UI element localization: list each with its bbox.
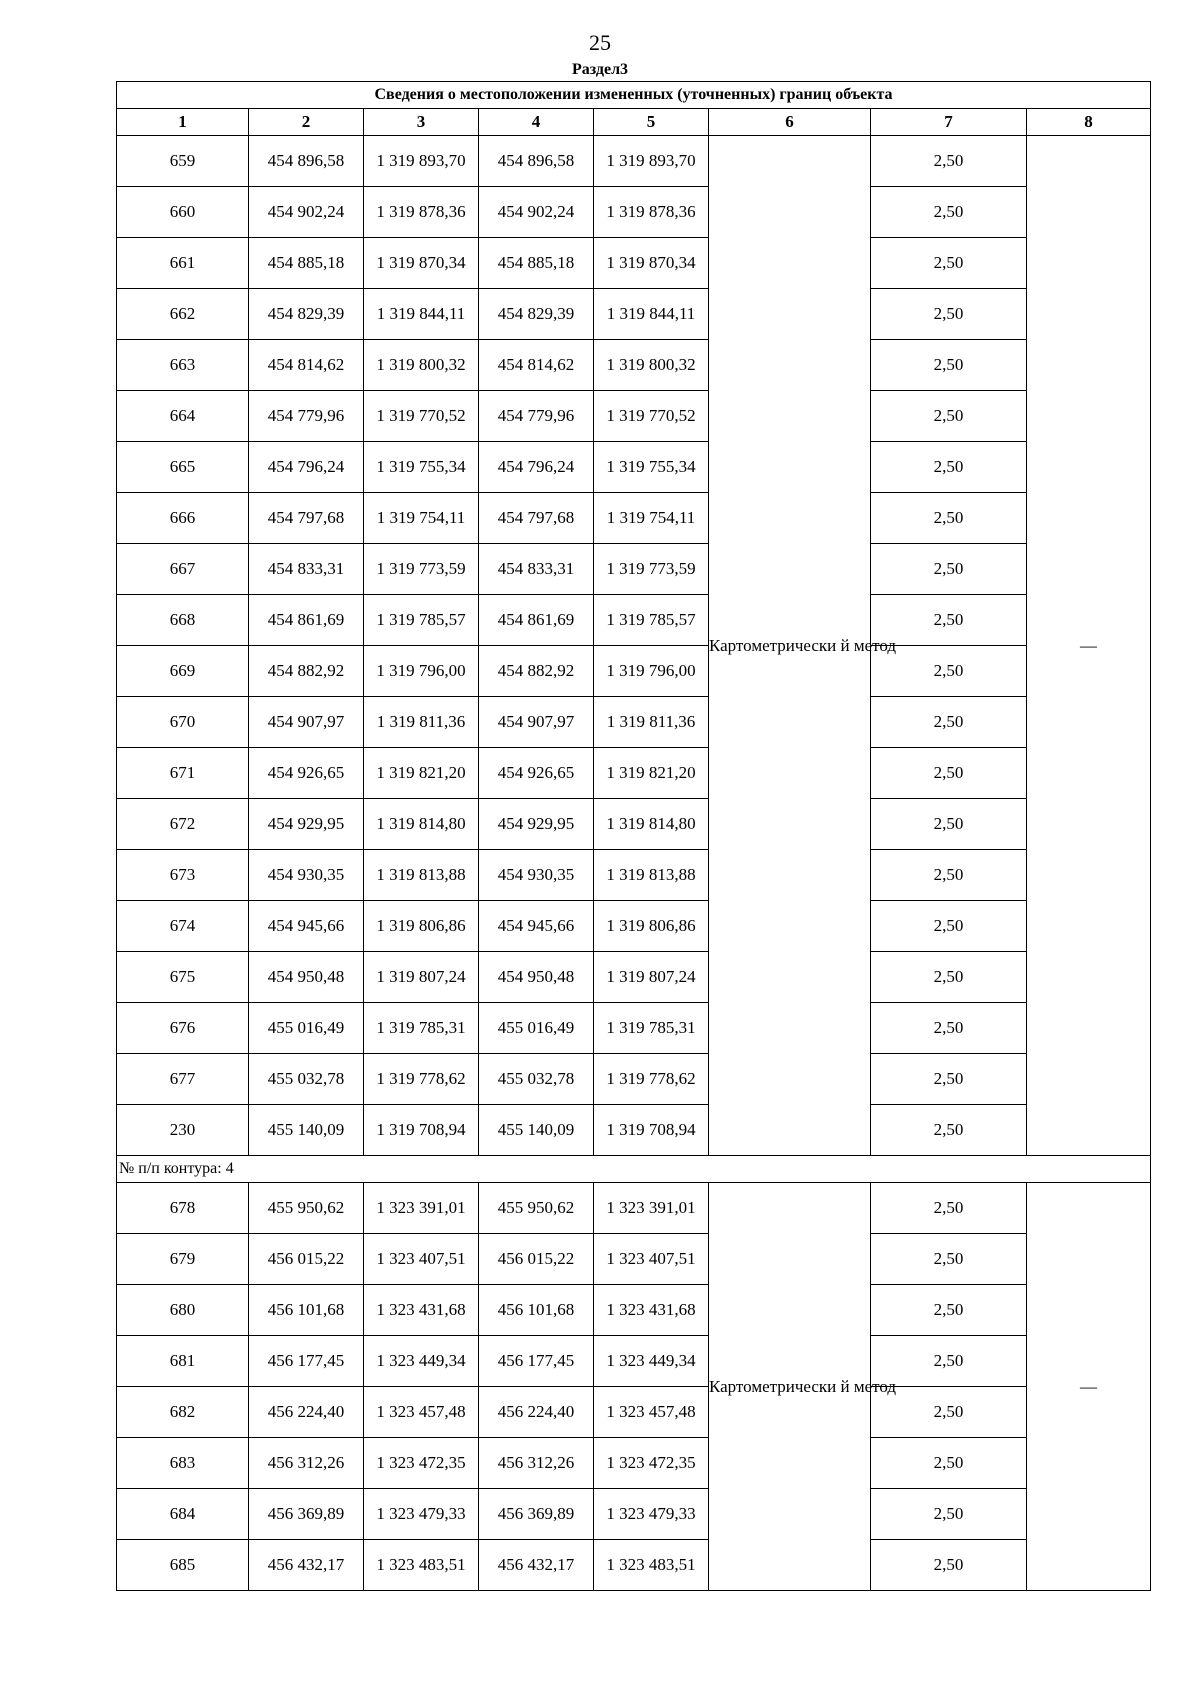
table-cell: 1 319 785,57 (364, 595, 479, 646)
table-row (117, 748, 1151, 799)
table-cell: 1 319 813,88 (364, 850, 479, 901)
table-row (117, 799, 1151, 850)
accuracy-cell: 2,50 (871, 748, 1027, 799)
table-cell: 671 (117, 748, 249, 799)
accuracy-cell: 2,50 (871, 340, 1027, 391)
accuracy-cell: 2,50 (871, 1438, 1027, 1489)
table-cell: 668 (117, 595, 249, 646)
column-header-row (117, 109, 1151, 136)
column-header: 3 (364, 109, 479, 136)
table-cell: 678 (117, 1183, 249, 1234)
table-cell: 454 929,95 (249, 799, 364, 850)
table-cell: 1 319 844,11 (594, 289, 709, 340)
table-cell: 454 882,92 (249, 646, 364, 697)
table-cell: 682 (117, 1387, 249, 1438)
table-cell: 1 319 813,88 (594, 850, 709, 901)
table-cell: 681 (117, 1336, 249, 1387)
table-cell: 1 323 472,35 (364, 1438, 479, 1489)
table-cell: 1 319 755,34 (594, 442, 709, 493)
table-cell: 455 032,78 (479, 1054, 594, 1105)
table-title-row (117, 82, 1151, 109)
table-row (117, 1438, 1151, 1489)
table-row (117, 1540, 1151, 1591)
table-row (117, 595, 1151, 646)
table-cell: 1 323 472,35 (594, 1438, 709, 1489)
table-cell: 1 319 807,24 (594, 952, 709, 1003)
table-cell: 670 (117, 697, 249, 748)
table-cell: 1 319 811,36 (594, 697, 709, 748)
table-cell: 454 896,58 (479, 136, 594, 187)
table-cell: 1 319 785,57 (594, 595, 709, 646)
table-cell: 1 319 785,31 (594, 1003, 709, 1054)
method-cell: Картометрически й метод (709, 136, 871, 1156)
table-row (117, 952, 1151, 1003)
table-cell: 454 945,66 (479, 901, 594, 952)
table-cell: 1 323 457,48 (594, 1387, 709, 1438)
table-cell: 454 896,58 (249, 136, 364, 187)
table-cell: 230 (117, 1105, 249, 1156)
table-row (117, 697, 1151, 748)
table-cell: 661 (117, 238, 249, 289)
accuracy-cell: 2,50 (871, 187, 1027, 238)
table-cell: 679 (117, 1234, 249, 1285)
table-cell: 667 (117, 544, 249, 595)
table-cell: 680 (117, 1285, 249, 1336)
table-cell: 456 312,26 (479, 1438, 594, 1489)
table-cell: 1 323 391,01 (594, 1183, 709, 1234)
table-cell: 454 930,35 (479, 850, 594, 901)
column-header: 8 (1027, 109, 1151, 136)
table-cell: 1 323 483,51 (594, 1540, 709, 1591)
table-cell: 454 950,48 (249, 952, 364, 1003)
table-cell: 454 779,96 (249, 391, 364, 442)
table-cell: 1 323 483,51 (364, 1540, 479, 1591)
table-cell: 455 016,49 (479, 1003, 594, 1054)
table-cell: 1 323 431,68 (594, 1285, 709, 1336)
table-cell: 1 319 770,52 (364, 391, 479, 442)
table-cell: 455 950,62 (479, 1183, 594, 1234)
accuracy-cell: 2,50 (871, 1285, 1027, 1336)
table-cell: 454 796,24 (479, 442, 594, 493)
table-row (117, 646, 1151, 697)
accuracy-cell: 2,50 (871, 697, 1027, 748)
table-cell: 454 814,62 (479, 340, 594, 391)
accuracy-cell: 2,50 (871, 1105, 1027, 1156)
table-cell: 456 432,17 (479, 1540, 594, 1591)
column-header: 7 (871, 109, 1027, 136)
table-cell: 1 319 806,86 (594, 901, 709, 952)
table-cell: 1 319 800,32 (594, 340, 709, 391)
table-cell: 1 319 870,34 (594, 238, 709, 289)
table-cell: 1 323 431,68 (364, 1285, 479, 1336)
table-cell: 1 319 770,52 (594, 391, 709, 442)
accuracy-cell: 2,50 (871, 1054, 1027, 1105)
table-cell: 683 (117, 1438, 249, 1489)
column-8-cell: — (1027, 136, 1151, 1156)
table-cell: 1 319 814,80 (594, 799, 709, 850)
accuracy-cell: 2,50 (871, 442, 1027, 493)
table-cell: 1 319 807,24 (364, 952, 479, 1003)
table-cell: 669 (117, 646, 249, 697)
table-row (117, 1285, 1151, 1336)
table-cell: 1 319 708,94 (364, 1105, 479, 1156)
table-cell: 454 861,69 (479, 595, 594, 646)
table-title: Сведения о местоположении измененных (уточненных) границ объекта (117, 82, 1151, 109)
table-cell: 1 319 870,34 (364, 238, 479, 289)
table-cell: 1 319 778,62 (364, 1054, 479, 1105)
column-header: 1 (117, 109, 249, 136)
table-cell: 454 797,68 (249, 493, 364, 544)
column-header: 2 (249, 109, 364, 136)
table-row (117, 187, 1151, 238)
table-cell: 454 833,31 (249, 544, 364, 595)
table-cell: 1 323 449,34 (594, 1336, 709, 1387)
table-cell: 1 319 796,00 (594, 646, 709, 697)
table-cell: 455 140,09 (249, 1105, 364, 1156)
accuracy-cell: 2,50 (871, 391, 1027, 442)
table-cell: 1 323 457,48 (364, 1387, 479, 1438)
table-cell: 674 (117, 901, 249, 952)
table-row (117, 544, 1151, 595)
accuracy-cell: 2,50 (871, 646, 1027, 697)
accuracy-cell: 2,50 (871, 1540, 1027, 1591)
method-cell: Картометрически й метод (709, 1183, 871, 1591)
table-row (117, 850, 1151, 901)
table-cell: 454 902,24 (479, 187, 594, 238)
accuracy-cell: 2,50 (871, 1489, 1027, 1540)
accuracy-cell: 2,50 (871, 901, 1027, 952)
table-cell: 673 (117, 850, 249, 901)
column-header: 5 (594, 109, 709, 136)
table-cell: 676 (117, 1003, 249, 1054)
table-cell: 1 319 708,94 (594, 1105, 709, 1156)
contour-label: № п/п контура: 4 (117, 1156, 1151, 1183)
table-cell: 1 323 449,34 (364, 1336, 479, 1387)
table-cell: 456 101,68 (479, 1285, 594, 1336)
table-cell: 1 319 893,70 (594, 136, 709, 187)
table-cell: 454 814,62 (249, 340, 364, 391)
table-cell: 663 (117, 340, 249, 391)
table-cell: 454 833,31 (479, 544, 594, 595)
column-header: 6 (709, 109, 871, 136)
table-cell: 1 319 755,34 (364, 442, 479, 493)
table-cell: 454 930,35 (249, 850, 364, 901)
accuracy-cell: 2,50 (871, 493, 1027, 544)
table-cell: 456 101,68 (249, 1285, 364, 1336)
table-row (117, 289, 1151, 340)
table-row (117, 391, 1151, 442)
table-row (117, 1105, 1151, 1156)
table-cell: 454 882,92 (479, 646, 594, 697)
table-cell: 454 829,39 (479, 289, 594, 340)
column-8-cell: — (1027, 1183, 1151, 1591)
accuracy-cell: 2,50 (871, 544, 1027, 595)
table-cell: 454 829,39 (249, 289, 364, 340)
table-cell: 662 (117, 289, 249, 340)
table-cell: 1 323 407,51 (364, 1234, 479, 1285)
table-cell: 685 (117, 1540, 249, 1591)
accuracy-cell: 2,50 (871, 850, 1027, 901)
table-cell: 456 432,17 (249, 1540, 364, 1591)
table-row (117, 1054, 1151, 1105)
table-row (117, 901, 1151, 952)
table-cell: 456 369,89 (479, 1489, 594, 1540)
accuracy-cell: 2,50 (871, 1387, 1027, 1438)
table-cell: 1 323 479,33 (364, 1489, 479, 1540)
table-cell: 455 950,62 (249, 1183, 364, 1234)
table-cell: 1 319 773,59 (594, 544, 709, 595)
table-cell: 1 319 754,11 (594, 493, 709, 544)
table-cell: 1 323 407,51 (594, 1234, 709, 1285)
table-row (117, 1387, 1151, 1438)
table-cell: 1 319 844,11 (364, 289, 479, 340)
table-row (117, 1489, 1151, 1540)
table-cell: 664 (117, 391, 249, 442)
accuracy-cell: 2,50 (871, 1003, 1027, 1054)
table-cell: 666 (117, 493, 249, 544)
table-cell: 454 861,69 (249, 595, 364, 646)
table-cell: 1 319 821,20 (364, 748, 479, 799)
accuracy-cell: 2,50 (871, 136, 1027, 187)
table-cell: 659 (117, 136, 249, 187)
table-row (117, 340, 1151, 391)
column-header: 4 (479, 109, 594, 136)
contour-row (117, 1156, 1151, 1183)
table-cell: 456 224,40 (249, 1387, 364, 1438)
table-cell: 456 177,45 (249, 1336, 364, 1387)
table-cell: 665 (117, 442, 249, 493)
table-cell: 454 907,97 (479, 697, 594, 748)
table-cell: 1 319 811,36 (364, 697, 479, 748)
accuracy-cell: 2,50 (871, 595, 1027, 646)
table-cell: 1 319 814,80 (364, 799, 479, 850)
table-cell: 456 177,45 (479, 1336, 594, 1387)
table-cell: 456 369,89 (249, 1489, 364, 1540)
accuracy-cell: 2,50 (871, 952, 1027, 1003)
table-cell: 1 319 878,36 (364, 187, 479, 238)
table-cell: 454 945,66 (249, 901, 364, 952)
table-cell: 1 319 796,00 (364, 646, 479, 697)
table-cell: 456 224,40 (479, 1387, 594, 1438)
table-cell: 1 319 806,86 (364, 901, 479, 952)
page-number: 25 (589, 30, 611, 55)
table-cell: 675 (117, 952, 249, 1003)
table-row (117, 1183, 1151, 1234)
table-cell: 1 319 778,62 (594, 1054, 709, 1105)
table-cell: 455 016,49 (249, 1003, 364, 1054)
accuracy-cell: 2,50 (871, 238, 1027, 289)
table-body (117, 136, 1151, 1591)
table-cell: 455 140,09 (479, 1105, 594, 1156)
table-cell: 1 319 754,11 (364, 493, 479, 544)
table-row (117, 1336, 1151, 1387)
accuracy-cell: 2,50 (871, 1183, 1027, 1234)
table-cell: 1 319 893,70 (364, 136, 479, 187)
table-row (117, 442, 1151, 493)
table-cell: 1 319 773,59 (364, 544, 479, 595)
table-cell: 454 929,95 (479, 799, 594, 850)
table-cell: 454 950,48 (479, 952, 594, 1003)
table-cell: 672 (117, 799, 249, 850)
table-cell: 454 885,18 (249, 238, 364, 289)
table-cell: 454 797,68 (479, 493, 594, 544)
table-cell: 454 907,97 (249, 697, 364, 748)
table-cell: 1 319 878,36 (594, 187, 709, 238)
accuracy-cell: 2,50 (871, 1336, 1027, 1387)
table-cell: 1 319 785,31 (364, 1003, 479, 1054)
table-cell: 1 323 479,33 (594, 1489, 709, 1540)
table-cell: 454 902,24 (249, 187, 364, 238)
accuracy-cell: 2,50 (871, 799, 1027, 850)
table-cell: 454 926,65 (249, 748, 364, 799)
table-cell: 684 (117, 1489, 249, 1540)
table-row (117, 493, 1151, 544)
table-cell: 456 015,22 (249, 1234, 364, 1285)
table-cell: 660 (117, 187, 249, 238)
table-cell: 454 926,65 (479, 748, 594, 799)
table-cell: 1 323 391,01 (364, 1183, 479, 1234)
section-label: Раздел3 (571, 61, 629, 78)
table-cell: 454 796,24 (249, 442, 364, 493)
table-cell: 454 885,18 (479, 238, 594, 289)
boundary-table (116, 81, 1151, 1591)
table-row (117, 136, 1151, 187)
table-cell: 456 015,22 (479, 1234, 594, 1285)
table-row (117, 1234, 1151, 1285)
table-cell: 1 319 821,20 (594, 748, 709, 799)
accuracy-cell: 2,50 (871, 1234, 1027, 1285)
table-cell: 454 779,96 (479, 391, 594, 442)
table-cell: 455 032,78 (249, 1054, 364, 1105)
table-cell: 677 (117, 1054, 249, 1105)
accuracy-cell: 2,50 (871, 289, 1027, 340)
table-cell: 1 319 800,32 (364, 340, 479, 391)
table-row (117, 1003, 1151, 1054)
table-cell: 456 312,26 (249, 1438, 364, 1489)
table-row (117, 238, 1151, 289)
